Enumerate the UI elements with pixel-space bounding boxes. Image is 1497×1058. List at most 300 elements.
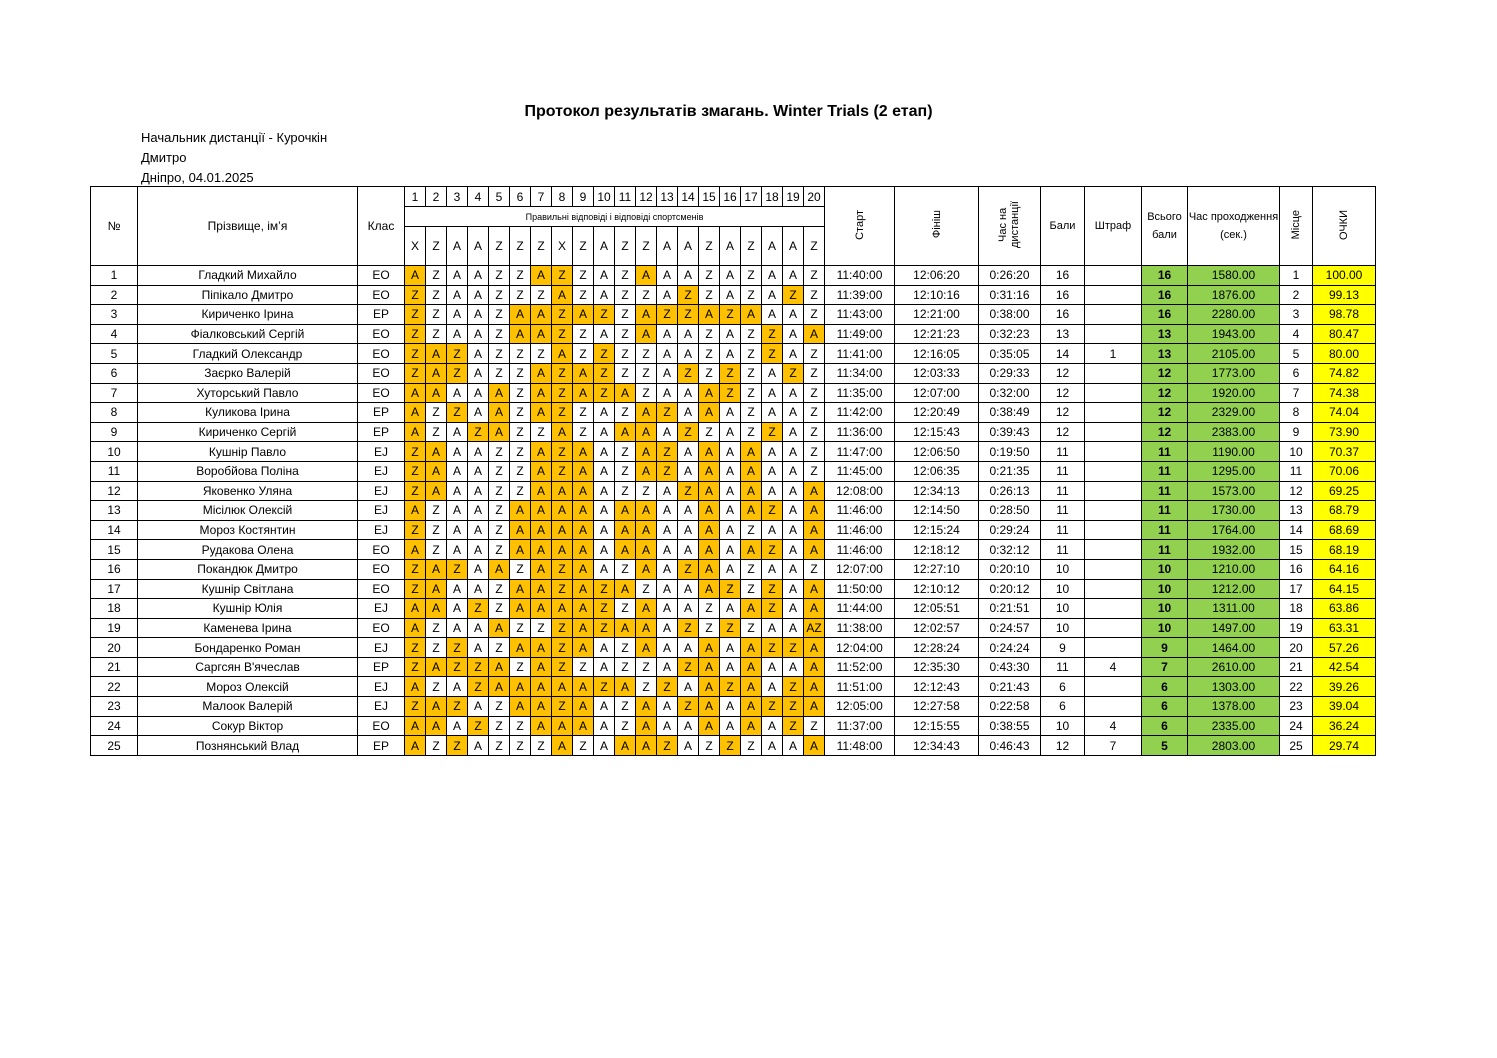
correct-answer: A: [594, 227, 615, 266]
cell-answer: A: [552, 501, 573, 521]
cell-name: Кушнір Павло: [138, 442, 358, 462]
cell-answer: A: [804, 481, 825, 501]
cell-place: 25: [1280, 736, 1313, 756]
task-number: 1: [405, 187, 426, 207]
cell-answer: Z: [573, 324, 594, 344]
cell-answer: A: [510, 677, 531, 697]
cell-duration: 0:29:24: [979, 520, 1041, 540]
cell-answer: A: [783, 442, 804, 462]
cell-total: 12: [1142, 422, 1188, 442]
cell-answer: A: [573, 520, 594, 540]
cell-answer: A: [678, 736, 699, 756]
cell-points: 80.00: [1313, 344, 1376, 364]
cell-points: 70.06: [1313, 461, 1376, 481]
cell-answer: A: [657, 324, 678, 344]
cell-answer: A: [636, 324, 657, 344]
cell-total: 13: [1142, 344, 1188, 364]
cell-no: 19: [91, 618, 138, 638]
cell-place: 4: [1280, 324, 1313, 344]
cell-penalty: [1085, 422, 1142, 442]
cell-place: 11: [1280, 461, 1313, 481]
cell-answer: A: [636, 716, 657, 736]
cell-class: EP: [358, 657, 405, 677]
cell-total: 11: [1142, 481, 1188, 501]
cell-answer: Z: [615, 638, 636, 658]
cell-answer: A: [657, 422, 678, 442]
table-row: [91, 579, 1376, 599]
cell-answer: A: [531, 324, 552, 344]
cell-answer: Z: [594, 383, 615, 403]
cell-answer: A: [468, 442, 489, 462]
cell-answer: Z: [468, 657, 489, 677]
cell-answer: Z: [489, 716, 510, 736]
cell-answer: A: [741, 716, 762, 736]
cell-answer: Z: [552, 403, 573, 423]
cell-duration: 0:24:57: [979, 618, 1041, 638]
cell-score: 9: [1041, 638, 1085, 658]
cell-answer: Z: [552, 324, 573, 344]
cell-answer: A: [678, 579, 699, 599]
cell-answer: A: [447, 461, 468, 481]
cell-answer: Z: [699, 736, 720, 756]
cell-place: 20: [1280, 638, 1313, 658]
cell-answer: Z: [489, 324, 510, 344]
cell-answer: Z: [573, 344, 594, 364]
cell-answer: A: [594, 697, 615, 717]
cell-score: 12: [1041, 422, 1085, 442]
cell-place: 18: [1280, 599, 1313, 619]
cell-answer: Z: [552, 559, 573, 579]
cell-answer: Z: [552, 618, 573, 638]
cell-answer: Z: [426, 618, 447, 638]
cell-answer: A: [531, 305, 552, 325]
cell-answer: A: [594, 285, 615, 305]
cell-answer: Z: [573, 403, 594, 423]
cell-answer: Z: [657, 403, 678, 423]
table-row: [91, 344, 1376, 364]
cell-answer: A: [615, 540, 636, 560]
cell-finish: 12:18:12: [895, 540, 979, 560]
cell-total: 7: [1142, 657, 1188, 677]
cell-answer: A: [636, 618, 657, 638]
cell-answer: A: [426, 697, 447, 717]
cell-answer: Z: [573, 285, 594, 305]
cell-answer: A: [804, 579, 825, 599]
cell-answer: A: [783, 422, 804, 442]
cell-answer: A: [573, 383, 594, 403]
cell-no: 10: [91, 442, 138, 462]
cell-total: 10: [1142, 599, 1188, 619]
cell-finish: 12:35:30: [895, 657, 979, 677]
cell-points: 64.16: [1313, 559, 1376, 579]
task-number: 9: [573, 187, 594, 207]
cell-time-sec: 2329.00: [1188, 403, 1280, 423]
cell-answer: A: [699, 716, 720, 736]
cell-answer: Z: [426, 324, 447, 344]
cell-answer: Z: [510, 736, 531, 756]
cell-place: 16: [1280, 559, 1313, 579]
cell-finish: 12:15:43: [895, 422, 979, 442]
cell-finish: 12:06:50: [895, 442, 979, 462]
cell-penalty: 7: [1085, 736, 1142, 756]
cell-points: 98.78: [1313, 305, 1376, 325]
cell-place: 17: [1280, 579, 1313, 599]
cell-answer: Z: [405, 461, 426, 481]
cell-class: EP: [358, 422, 405, 442]
cell-answer: Z: [615, 716, 636, 736]
cell-answer: Z: [510, 363, 531, 383]
task-number: 8: [552, 187, 573, 207]
cell-answer: Z: [636, 657, 657, 677]
cell-answer: A: [489, 559, 510, 579]
cell-time-sec: 1311.00: [1188, 599, 1280, 619]
task-number: 13: [657, 187, 678, 207]
cell-time-sec: 1764.00: [1188, 520, 1280, 540]
cell-total: 10: [1142, 559, 1188, 579]
cell-time-sec: 1773.00: [1188, 363, 1280, 383]
cell-penalty: [1085, 501, 1142, 521]
cell-answer: Z: [426, 422, 447, 442]
cell-answer: A: [468, 403, 489, 423]
cell-answer: Z: [741, 559, 762, 579]
cell-answer: Z: [720, 579, 741, 599]
cell-answer: A: [804, 599, 825, 619]
cell-answer: A: [762, 285, 783, 305]
results-table: [90, 186, 1376, 756]
cell-answer: Z: [489, 736, 510, 756]
cell-answer: A: [804, 638, 825, 658]
cell-answer: A: [762, 657, 783, 677]
cell-finish: 12:21:00: [895, 305, 979, 325]
cell-place: 6: [1280, 363, 1313, 383]
cell-answer: Z: [594, 305, 615, 325]
cell-duration: 0:38:00: [979, 305, 1041, 325]
cell-duration: 0:46:43: [979, 736, 1041, 756]
cell-answer: Z: [426, 677, 447, 697]
cell-answer: Z: [405, 285, 426, 305]
cell-no: 22: [91, 677, 138, 697]
cell-duration: 0:28:50: [979, 501, 1041, 521]
cell-answer: A: [657, 716, 678, 736]
cell-answer: A: [783, 324, 804, 344]
cell-total: 9: [1142, 638, 1188, 658]
cell-points: 63.86: [1313, 599, 1376, 619]
cell-duration: 0:32:12: [979, 540, 1041, 560]
cell-answer: Z: [405, 559, 426, 579]
cell-time-sec: 2610.00: [1188, 657, 1280, 677]
cell-answer: A: [510, 599, 531, 619]
cell-start: 11:46:00: [825, 501, 895, 521]
cell-answer: A: [468, 559, 489, 579]
cell-place: 1: [1280, 266, 1313, 286]
cell-class: EO: [358, 540, 405, 560]
cell-answer: A: [447, 422, 468, 442]
cell-answer: Z: [552, 442, 573, 462]
cell-answer: Z: [783, 697, 804, 717]
task-number: 3: [447, 187, 468, 207]
cell-answer: A: [720, 324, 741, 344]
cell-answer: Z: [510, 285, 531, 305]
task-number: 17: [741, 187, 762, 207]
cell-answer: A: [489, 403, 510, 423]
cell-answer: Z: [405, 657, 426, 677]
cell-answer: Z: [783, 363, 804, 383]
cell-answer: Z: [657, 305, 678, 325]
header-time-on-course: Час на дистанції: [979, 187, 1041, 266]
cell-answer: Z: [552, 657, 573, 677]
cell-answer: Z: [804, 285, 825, 305]
task-number: 5: [489, 187, 510, 207]
cell-no: 5: [91, 344, 138, 364]
task-number: 16: [720, 187, 741, 207]
cell-answer: A: [636, 305, 657, 325]
cell-answer: Z: [636, 285, 657, 305]
cell-answer: A: [426, 363, 447, 383]
cell-answer: Z: [678, 697, 699, 717]
cell-start: 11:40:00: [825, 266, 895, 286]
cell-answer: Z: [615, 599, 636, 619]
table-row: [91, 677, 1376, 697]
cell-answer: Z: [699, 422, 720, 442]
cell-answer: A: [678, 442, 699, 462]
cell-place: 19: [1280, 618, 1313, 638]
cell-duration: 0:29:33: [979, 363, 1041, 383]
cell-points: 64.15: [1313, 579, 1376, 599]
task-number: 18: [762, 187, 783, 207]
director-line-1: Начальник дистанції - Курочкін: [141, 130, 328, 145]
cell-answer: A: [762, 442, 783, 462]
task-number: 20: [804, 187, 825, 207]
cell-answer: A: [783, 403, 804, 423]
cell-name: Мороз Костянтин: [138, 520, 358, 540]
table-row: [91, 657, 1376, 677]
cell-class: EO: [358, 344, 405, 364]
cell-answer: A: [552, 540, 573, 560]
cell-time-sec: 1730.00: [1188, 501, 1280, 521]
cell-answer: A: [699, 461, 720, 481]
correct-answer: Z: [510, 227, 531, 266]
cell-answer: Z: [699, 285, 720, 305]
cell-answer: A: [720, 461, 741, 481]
task-number: 6: [510, 187, 531, 207]
results-body: [91, 266, 1376, 756]
cell-start: 11:37:00: [825, 716, 895, 736]
cell-class: EJ: [358, 501, 405, 521]
cell-answer: Z: [762, 697, 783, 717]
cell-no: 8: [91, 403, 138, 423]
table-row: [91, 422, 1376, 442]
cell-answer: Z: [552, 697, 573, 717]
cell-answer: Z: [510, 657, 531, 677]
cell-answer: Z: [447, 697, 468, 717]
cell-answer: Z: [405, 363, 426, 383]
cell-answer: Z: [510, 618, 531, 638]
cell-answer: Z: [678, 559, 699, 579]
answers-caption: Правильні відповіді і відповіді спортсменів: [405, 207, 825, 227]
cell-place: 23: [1280, 697, 1313, 717]
cell-points: 73.90: [1313, 422, 1376, 442]
cell-answer: A: [426, 481, 447, 501]
cell-total: 10: [1142, 618, 1188, 638]
cell-points: 42.54: [1313, 657, 1376, 677]
cell-finish: 12:07:00: [895, 383, 979, 403]
table-row: [91, 363, 1376, 383]
cell-answer: A: [468, 520, 489, 540]
cell-answer: Z: [552, 461, 573, 481]
cell-score: 14: [1041, 344, 1085, 364]
cell-answer: A: [741, 638, 762, 658]
cell-answer: Z: [657, 677, 678, 697]
cell-time-sec: 1932.00: [1188, 540, 1280, 560]
director-line-2: Дмитро: [141, 150, 187, 165]
cell-answer: A: [762, 520, 783, 540]
cell-class: EJ: [358, 520, 405, 540]
correct-answer: A: [468, 227, 489, 266]
cell-answer: A: [594, 638, 615, 658]
cell-no: 3: [91, 305, 138, 325]
cell-answer: A: [783, 501, 804, 521]
cell-no: 18: [91, 599, 138, 619]
cell-answer: A: [447, 599, 468, 619]
cell-answer: Z: [636, 481, 657, 501]
cell-answer: Z: [741, 422, 762, 442]
cell-answer: Z: [552, 363, 573, 383]
task-number: 4: [468, 187, 489, 207]
cell-answer: A: [531, 559, 552, 579]
cell-start: 12:05:00: [825, 697, 895, 717]
cell-penalty: [1085, 403, 1142, 423]
cell-answer: A: [741, 461, 762, 481]
cell-penalty: [1085, 305, 1142, 325]
cell-answer: A: [510, 305, 531, 325]
cell-answer: A: [594, 716, 615, 736]
cell-penalty: [1085, 285, 1142, 305]
cell-time-sec: 1876.00: [1188, 285, 1280, 305]
cell-answer: Z: [489, 305, 510, 325]
cell-no: 1: [91, 266, 138, 286]
cell-answer: Z: [636, 677, 657, 697]
cell-answer: A: [678, 403, 699, 423]
cell-answer: Z: [615, 697, 636, 717]
cell-answer: Z: [510, 266, 531, 286]
cell-answer: A: [678, 383, 699, 403]
cell-points: 69.25: [1313, 481, 1376, 501]
cell-answer: A: [783, 344, 804, 364]
cell-start: 11:52:00: [825, 657, 895, 677]
cell-answer: A: [531, 363, 552, 383]
cell-answer: A: [720, 403, 741, 423]
cell-answer: A: [615, 677, 636, 697]
cell-answer: Z: [762, 501, 783, 521]
cell-answer: Z: [615, 461, 636, 481]
cell-start: 11:42:00: [825, 403, 895, 423]
cell-finish: 12:05:51: [895, 599, 979, 619]
cell-answer: Z: [447, 657, 468, 677]
cell-no: 7: [91, 383, 138, 403]
cell-answer: A: [678, 716, 699, 736]
cell-penalty: [1085, 383, 1142, 403]
cell-answer: A: [615, 520, 636, 540]
cell-answer: A: [678, 677, 699, 697]
cell-duration: 0:21:35: [979, 461, 1041, 481]
cell-answer: A: [552, 422, 573, 442]
cell-answer: A: [636, 520, 657, 540]
cell-score: 10: [1041, 716, 1085, 736]
cell-points: 70.37: [1313, 442, 1376, 462]
cell-answer: Z: [489, 638, 510, 658]
cell-time-sec: 2383.00: [1188, 422, 1280, 442]
header-score: Бали: [1041, 187, 1085, 266]
cell-answer: A: [405, 716, 426, 736]
cell-finish: 12:34:13: [895, 481, 979, 501]
cell-answer: Z: [405, 442, 426, 462]
cell-answer: Z: [783, 716, 804, 736]
cell-duration: 0:32:00: [979, 383, 1041, 403]
cell-answer: Z: [804, 461, 825, 481]
cell-answer: A: [762, 266, 783, 286]
cell-answer: Z: [762, 344, 783, 364]
cell-answer: Z: [489, 520, 510, 540]
cell-answer: Z: [678, 422, 699, 442]
table-row: [91, 520, 1376, 540]
cell-answer: Z: [531, 618, 552, 638]
cell-time-sec: 1303.00: [1188, 677, 1280, 697]
cell-score: 11: [1041, 481, 1085, 501]
cell-answer: A: [657, 383, 678, 403]
cell-name: Куликова Ірина: [138, 403, 358, 423]
cell-answer: A: [447, 540, 468, 560]
cell-total: 6: [1142, 677, 1188, 697]
cell-place: 8: [1280, 403, 1313, 423]
cell-score: 11: [1041, 657, 1085, 677]
cell-finish: 12:34:43: [895, 736, 979, 756]
cell-answer: A: [552, 599, 573, 619]
cell-finish: 12:14:50: [895, 501, 979, 521]
cell-answer: A: [447, 383, 468, 403]
cell-answer: Z: [489, 344, 510, 364]
cell-answer: Z: [426, 403, 447, 423]
cell-points: 100.00: [1313, 266, 1376, 286]
task-number: 7: [531, 187, 552, 207]
cell-start: 11:34:00: [825, 363, 895, 383]
cell-start: 11:50:00: [825, 579, 895, 599]
cell-finish: 12:21:23: [895, 324, 979, 344]
cell-score: 12: [1041, 383, 1085, 403]
cell-total: 12: [1142, 363, 1188, 383]
cell-finish: 12:12:43: [895, 677, 979, 697]
cell-duration: 0:21:51: [979, 599, 1041, 619]
cell-answer: A: [594, 501, 615, 521]
cell-duration: 0:20:12: [979, 579, 1041, 599]
cell-penalty: [1085, 363, 1142, 383]
cell-points: 68.79: [1313, 501, 1376, 521]
cell-answer: A: [678, 599, 699, 619]
cell-answer: A: [762, 736, 783, 756]
cell-points: 29.74: [1313, 736, 1376, 756]
cell-answer: Z: [405, 697, 426, 717]
cell-answer: A: [783, 383, 804, 403]
cell-no: 12: [91, 481, 138, 501]
cell-penalty: [1085, 461, 1142, 481]
cell-answer: Z: [489, 442, 510, 462]
cell-answer: Z: [489, 461, 510, 481]
cell-answer: A: [426, 383, 447, 403]
cell-answer: A: [741, 305, 762, 325]
cell-finish: 12:03:33: [895, 363, 979, 383]
cell-answer: A: [573, 481, 594, 501]
table-row: [91, 266, 1376, 286]
correct-answer: A: [783, 227, 804, 266]
